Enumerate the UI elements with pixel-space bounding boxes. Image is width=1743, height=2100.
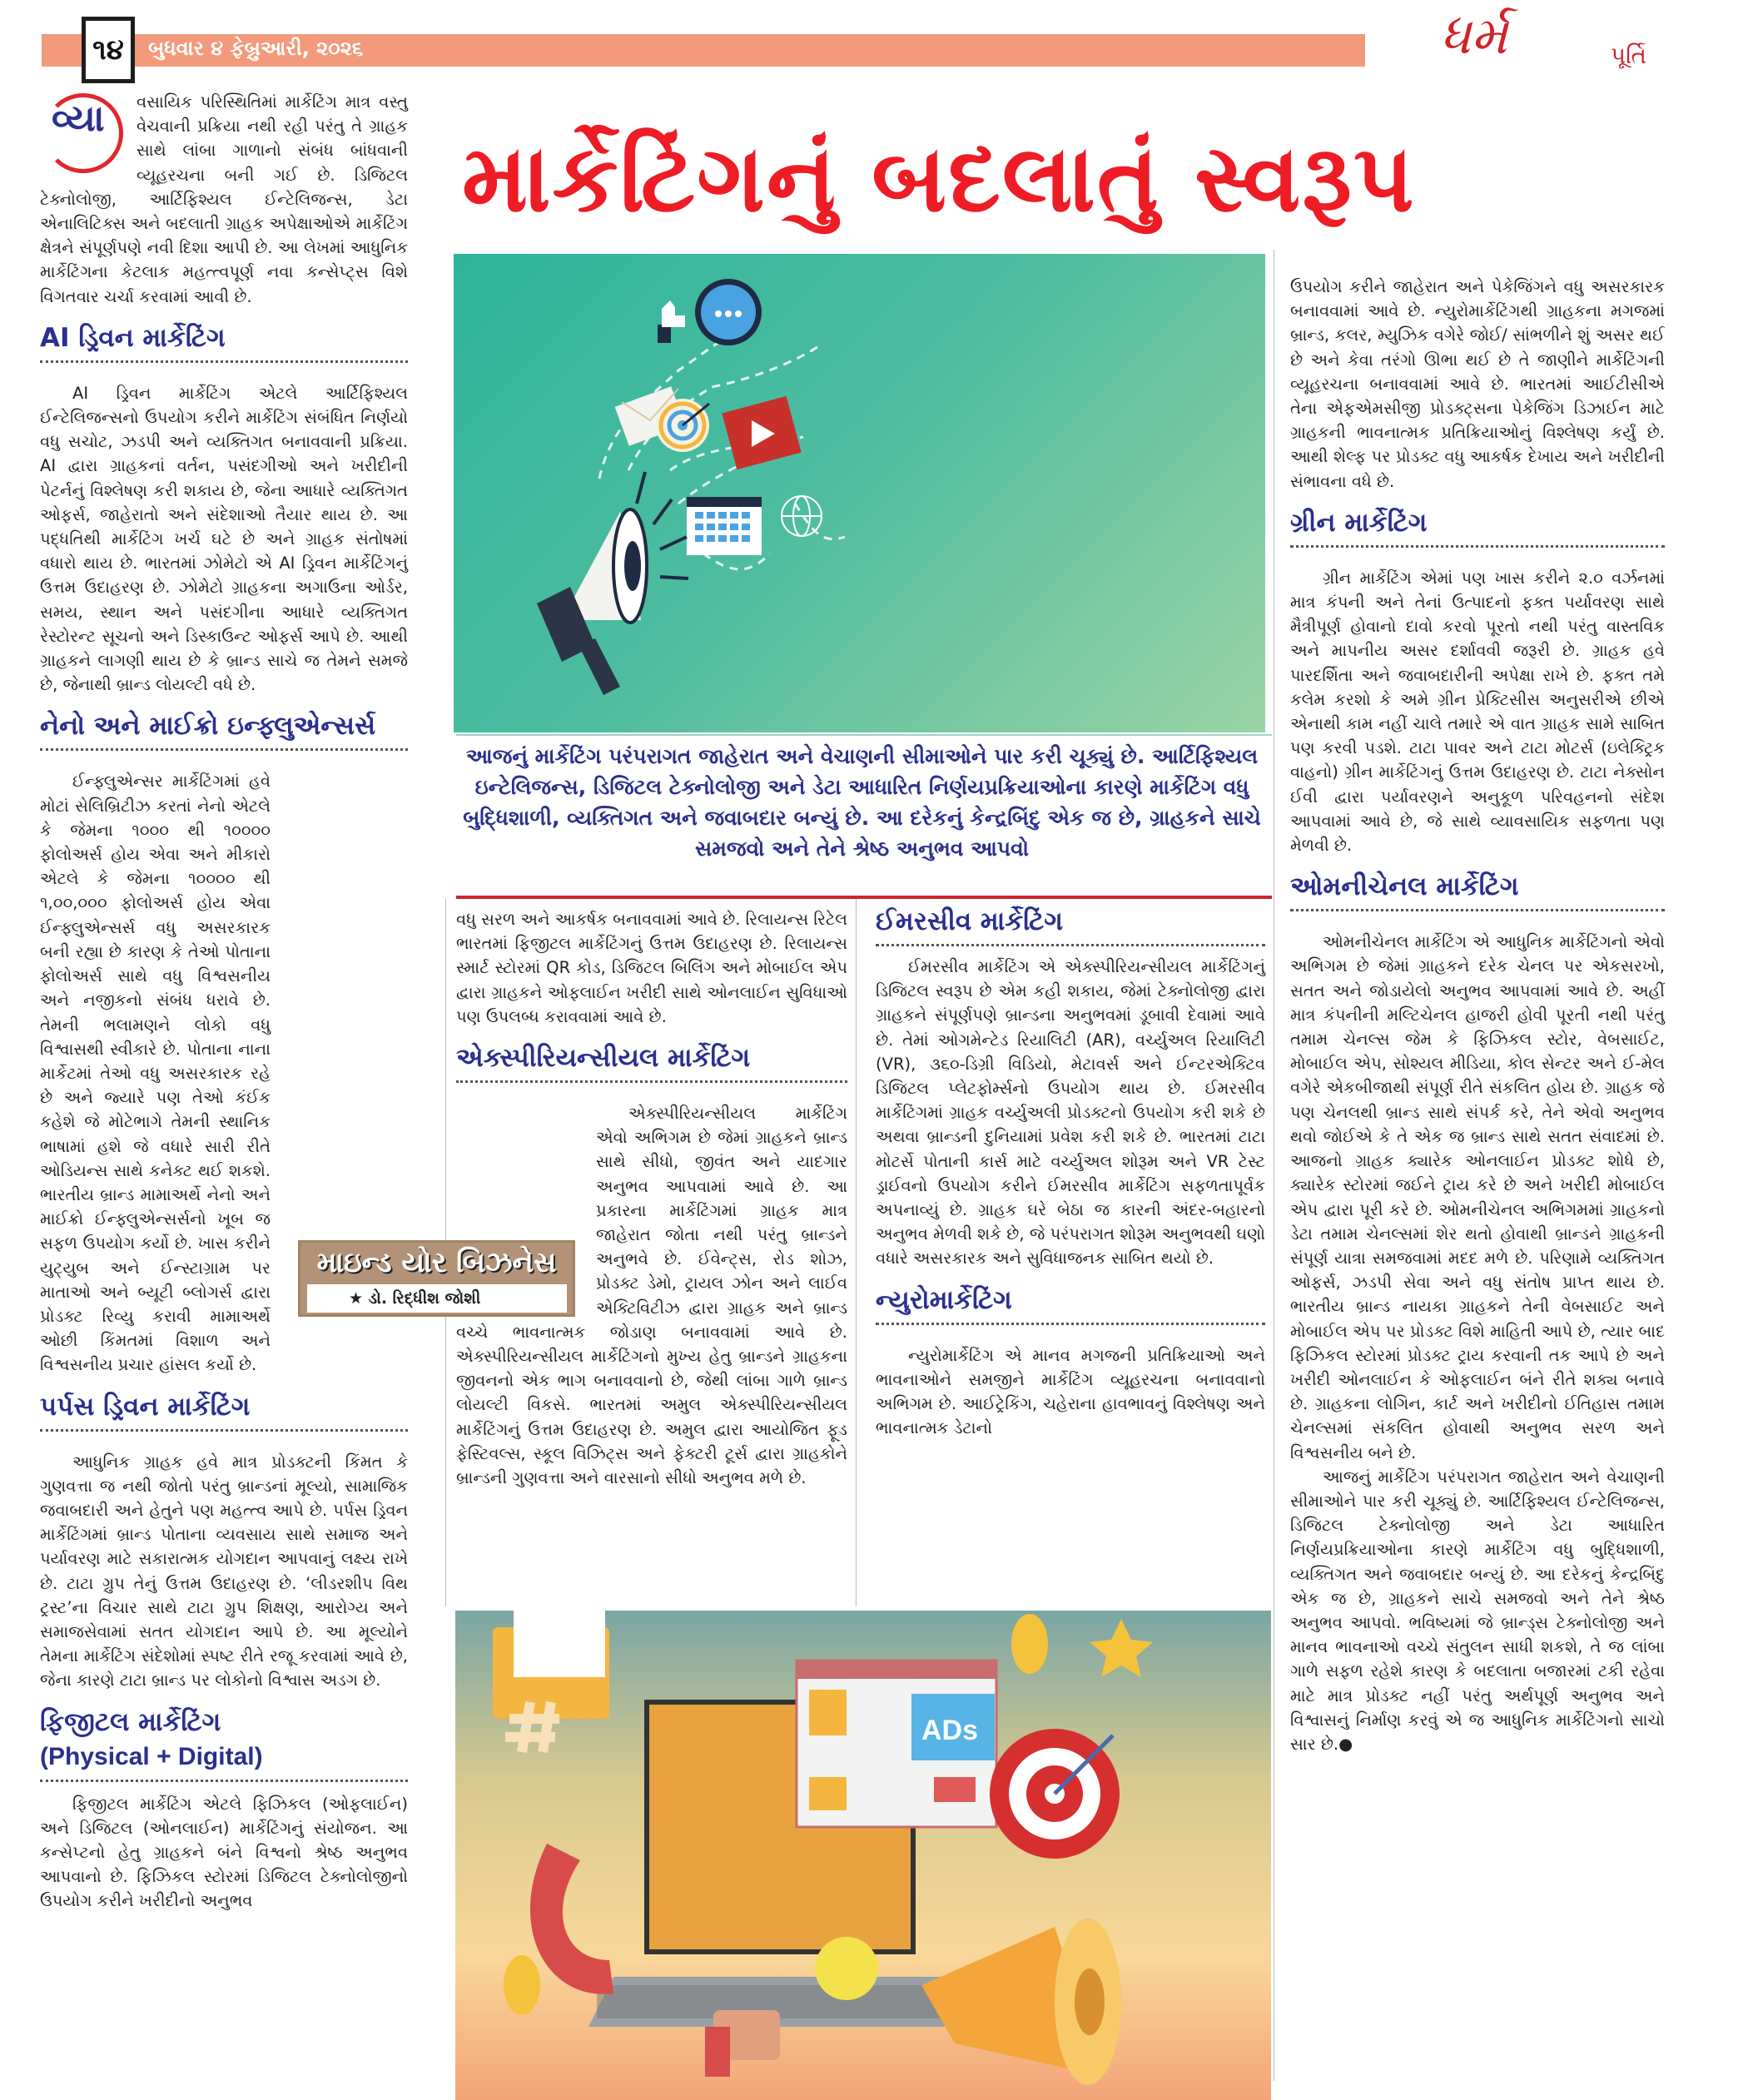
video-icon <box>722 396 801 469</box>
dotted-rule <box>876 944 1265 946</box>
section-body-immersive: ઈમરસીવ માર્કેટિંગ એ એક્સ્પીરિયન્સીયલ માર્કેટિંગનું ડિજિટલ સ્વરૂપ છે એમ કહી શકાય, જેમાં ટેક્નોલોજી દ્વારા ગ્રાહકને સંપૂર્ણપણે બ્રાન્ડના અનુભવમાં ડૂબાવી દેવામાં આવે છે. તેમાં ઓગમેન્ટેડ રિયાલિટી (AR), વર્ચ્યુઅલ રિયાલિટી (VR), ૩૬૦-ડિગ્રી વિડિયો, મેટાવર્સ અને ઈન્ટરએક્ટિવ ડિજિટલ પ્લેટફોર્મ્સનો ઉપયોગ થાય છે. ઈમરસીવ માર્કેટિંગમાં ગ્રાહક વર્ચ્યુઅલી પ્રોડક્ટનો ઉપયોગ કરી શકે છે અથવા બ્રાન્ડની દુનિયામાં પ્રવેશ કરી શકે છે. ભારતમાં ટાટા મોટર્સે પોતાની કાર્સ માટે વર્ચ્યુઅલ શોરૂમ અને VR ટેસ્ટ ડ્રાઈવનો ઉપયોગ કરીને ઈમરસીવ માર્કેટિંગ સફળતાપૂર્વક અપનાવ્યું છે. ગ્રાહક ઘરે બેઠા જ કારની અંદર-બહારનો અનુભવ મેળવી શકે છે, જે પરંપરાગત શોરૂમ અનુભવથી ઘણો વધારે અસરકારક અને સુવિધાજનક સાબિત થયો છે. <box>876 957 1265 1268</box>
target-icon <box>990 1729 1120 1859</box>
megaphone-illustration <box>454 254 1265 732</box>
section-heading-experiential: એક્સ્પીરિયન્સીયલ માર્કેટિંગ <box>456 1043 751 1074</box>
megaphone-icon <box>921 1919 1121 2085</box>
column-title: માઇન્ડ યોર બિઝનેસ <box>316 1246 557 1279</box>
ad-window <box>797 1661 996 1827</box>
section-body-nano: ઈન્ફ્લુએન્સર માર્કેટિંગમાં હવે મોટાં સેલિબ્રિટીઝ કરતાં નેનો એટલે કે જેમના ૧૦૦૦ થી ૧૦૦૦૦ ફોલોઅર્સ હોય એવા અને મીકારો એટલે કે જેમના ૧૦૦૦૦ થી ૧,૦૦,૦૦૦ ફોલોઅર્સ હોય એવા ઈન્ફ્લુએન્સર્સ વધુ અસરકારક બની રહ્યા છે કારણ કે તેઓ પોતાના ફોલોઅર્સ સાથે વધુ વિશ્વસનીય અને નજીકનો સંબંધ ધરાવે છે. તેમની ભલામણને લોકો વધુ વિશ્વાસથી સ્વીકારે છે. પોતાના નાના માર્કેટમાં તેઓ વધુ અસરકારક રહે છે અને જ્યારે પણ તેઓ કંઈક કહેશે જે મોટેભાગે તેમની સ્થાનિક ભાષામાં હશે જે વધારે સારી રીતે ઓડિયન્સ સાથે કનેક્ટ થઈ શકશે. ભારતીય બ્રાન્ડ મામાઅર્થે નેનો અને માઈક્રો ઈન્ફ્લુએન્સર્સનો ખૂબ જ સફળ ઉપયોગ કર્યો છે. ખાસ કરીને યુટ્યુબ અને ઈન્સ્ટાગ્રામ પર માતાઓ અને બ્યૂટી બ્લોગર્સ દ્વારા પ્રોડક્ટ રિવ્યુ કરાવી મામાઅર્થે ઓછી કિંમતમાં વિશાળ અને વિશ્વસનીય પ્રચાર હાંસલ કર્યો છે. <box>40 772 271 1375</box>
dotted-rule <box>40 1780 408 1782</box>
issue-date: બુધવાર ૪ ફેબ્રુઆરી, ૨૦૨૬ <box>148 37 364 60</box>
quote-rule-top <box>456 734 1272 736</box>
column-2 <box>456 907 847 1490</box>
quote-rule <box>456 896 1272 899</box>
smiley-icon <box>815 1937 878 2000</box>
section-body-purpose: આધુનિક ગ્રાહક હવે માત્ર પ્રોડક્ટની કિંમત કે ગુણવત્તા જ નથી જોતો પરંતુ બ્રાન્ડનાં મૂલ્યો, સામાજિક જવાબદારી અને હેતુને પણ મહત્ત્વ આપે છે. પર્પસ ડ્રિવન માર્કેટિંગમાં બ્રાન્ડ પોતાના વ્યવસાય સાથે સમાજ અને પર્યાવરણ માટે સકારાત્મક યોગદાન આપવાનું લક્ષ્ય રાખે છે. ટાટા ગ્રુપ તેનું ઉત્તમ ઉદાહરણ છે. ‘લીડરશીપ વિથ ટ્રસ્ટ’ના વિચાર સાથે ટાટા ગ્રુપ શિક્ષણ, આરોગ્ય અને સમાજસેવામાં સતત યોગદાન આપે છે. આ મૂલ્યોને તેમના માર્કેટિંગ સંદેશોમાં સ્પષ્ટ રીતે રજૂ કરવામાં આવે છે, જેના કારણે ટાટા બ્રાન્ડ પર લોકોનો વિશ્વાસ અડગ છે. <box>40 1452 408 1690</box>
dropcap-text: વ્યા <box>52 97 105 140</box>
dotted-rule <box>876 1323 1265 1325</box>
like-icon <box>658 300 685 343</box>
dotted-rule <box>456 1080 847 1083</box>
author-name: ★ ડો. રિદ્ધીશ જોશી <box>307 1284 567 1313</box>
section-heading-purpose: પર્પસ ડ્રિવન માર્કેટિંગ <box>40 1391 251 1422</box>
section-heading-neuro: ન્યુરોમાર્કેટિંગ <box>876 1284 1012 1315</box>
digital-marketing-illustration <box>455 1611 1271 2100</box>
supplement-logo: ધર્મ <box>1440 5 1507 66</box>
column-1 <box>40 90 408 1914</box>
ads-label: ADs <box>921 1715 979 1746</box>
intro-paragraph: વસાયિક પરિસ્થિતિમાં માર્કેટિંગ માત્ર વસ્તુ વેચવાની પ્રક્રિયા નથી રહી પરંતુ તે ગ્રાહક સાથે લાંબા ગાળાનો સંબંધ બાંધવાની વ્યૂહરચના બની ગઈ છે. ડિજિટલ ટેક્નોલોજી, આર્ટિફિશ્યલ ઈન્ટેલિજન્સ, ડેટા એનાલિટિક્સ અને બદલાતી ગ્રાહક અપેક્ષાઓએ માર્કેટિંગ ક્ષેત્રને સંપૂર્ણપણે નવી દિશા આપી છે. આ લેખમાં આધુનિક માર્કેટિંગના કેટલાક મહત્ત્વપૂર્ણ નવા કન્સેપ્ટ્સ વિશે વિગતવાર ચર્ચા કરવામાં આવી છે. <box>40 92 408 306</box>
section-heading-ai: AI ડ્રિવન માર્કેટિંગ <box>40 322 226 353</box>
section-body-phygital: ફિજીટલ માર્કેટિંગ એટલે ફિઝિકલ (ઓફલાઈન) અને ડિજિટલ (ઓનલાઈન) માર્કેટિંગનું સંયોજન. આ કન્સેપ્ટનો હેતુ ગ્રાહકને બંને વિશ્વનો શ્રેષ્ઠ અનુભવ આપવાનો છે. ફિઝિકલ સ્ટોરમાં ડિજિટલ ટેક્નોલોજીનો ઉપયોગ કરીને ખરીદીનો અનુભવ <box>40 1794 408 1911</box>
dotted-rule <box>40 360 408 363</box>
section-heading-green: ગ્રીન માર્કેટિંગ <box>1290 507 1428 538</box>
dotted-rule <box>40 748 408 751</box>
coin-icon <box>1011 1614 1048 1674</box>
megaphone <box>537 509 647 695</box>
pull-quote: આજનું માર્કેટિંગ પરંપરાગત જાહેરાત અને વેચાણની સીમાઓને પાર કરી ચૂક્યું છે. આર્ટિફિશ્યલ ઇન્ટેલિજન્સ, ડિજિટલ ટેક્નોલોજી અને ડેટા આધારિત નિર્ણયપ્રક્રિયાઓના કારણે માર્કેટિંગ વધુ બુદ્ધિશાળી, વ્યક્તિગત અને જવાબદાર બન્યું છે. આ દરેકનું કેન્દ્રબિંદુ એક જ છે, ગ્રાહકને સાચે સમજવો અને તેને શ્રેષ્ઠ અનુભવ આપવો <box>463 744 1261 861</box>
dotted-rule <box>1290 545 1665 548</box>
calendar-icon <box>687 497 762 555</box>
supplement-suffix: પૂર્તિ <box>1611 42 1647 69</box>
column-3 <box>876 904 1265 1440</box>
section-subheading-phygital: (Physical + Digital) <box>40 1742 263 1770</box>
dotted-rule <box>1290 909 1665 911</box>
magnet-icon <box>530 1844 613 1994</box>
column-badge <box>298 1240 575 1317</box>
section-body-phygital-cont: વધુ સરળ અને આકર્ષક બનાવવામાં આવે છે. રિલાયન્સ રિટેલ ભારતમાં ફિજીટલ માર્કેટિંગનું ઉત્તમ ઉદાહરણ છે. રિલાયન્સ સ્માર્ટ સ્ટોરમાં QR કોડ, ડિજિટલ બિલિંગ અને મોબાઈલ એપ દ્વારા ગ્રાહકને ઓફલાઈન ખરીદી સાથે ઓનલાઈન સુવિધાઓ પણ ઉપલબ્ધ કરાવવામાં આવે છે. <box>456 910 847 1026</box>
article-title: માર્કેટિંગનું બદલાતું સ્વરૂપ <box>462 125 1416 233</box>
dotted-rule <box>40 1429 408 1432</box>
page-number: ૧૪ <box>82 17 135 83</box>
section-body-green: ગ્રીન માર્કેટિંગ એમાં પણ ખાસ કરીને ૨.૦ વર્ઝનમાં માત્ર કંપની અને તેનાં ઉત્પાદનો ફક્ત પર્યાવરણ સાથે મૈત્રીપૂર્ણ હોવાનો દાવો કરવો પૂરતો નથી પરંતુ વાસ્તવિક અને માપનીય અસર દર્શાવવી જરૂરી છે. ગ્રાહક હવે પારદર્શિતા અને જવાબદારીની અપેક્ષા રાખે છે. ફક્ત તમે કલેમ કરશો કે અમે ગ્રીન પ્રેક્ટિસીસ અનુસરીએ છીએ એનાથી કામ નહીં ચાલે તમારે એ વાત ગ્રાહક સામે સાબિત પણ કરવી પડશે. ટાટા પાવર અને ટાટા મોટર્સ (ઇલેક્ટ્રિક વાહનો) ગ્રીન માર્કેટિંગનું ઉત્તમ ઉદાહરણ છે. ટાટા નેક્સોન ઈવી દ્વારા પર્યાવરણને અનુકૂળ પરિવહનનો સંદેશ આપવામાં આવે છે, જે સાથે વ્યાવસાયિક સફળતા પણ મેળવી છે. <box>1290 568 1665 856</box>
column-divider <box>856 899 857 1606</box>
conclusion-paragraph: આજનું માર્કેટિંગ પરંપરાગત જાહેરાત અને વેચાણની સીમાઓને પાર કરી ચૂક્યું છે. આર્ટિફિશ્યલ ઈન્ટેલિજન્સ, ડિજિટલ ટેક્નોલોજી અને ડેટા આધારિત નિર્ણયપ્રક્રિયાઓના કારણે માર્કેટિંગ વધુ બુદ્ધિશાળી, વ્યક્તિગત અને જવાબદાર બન્યું છે. આ દરેકનું કેન્દ્રબિંદુ એક જ છે, ગ્રાહકને સાચે સમજવો અને તેને શ્રેષ્ઠ અનુભવ આપવો. ભવિષ્યમાં જે બ્રાન્ડ્સ ટેક્નોલોજી અને માનવ ભાવનાઓ વચ્ચે સંતુલન સાધી શકશે, તે જ લાંબા ગાળે સફળ રહેશે કારણ કે બદલાતા બજારમાં ટકી રહેવા માટે માત્ર પ્રોડક્ટ નહીં પરંતુ અર્થપૂર્ણ અનુભવ અને વિશ્વાસનું નિર્માણ કરવું એ જ આધુનિક માર્કેટિંગનો સાચો સાર છે.● <box>1290 1467 1665 1754</box>
section-body-experiential: એક્સ્પીરિયન્સીયલ માર્કેટિંગ એવો અભિગમ છે જેમાં ગ્રાહકને બ્રાન્ડ સાથે સીધો, જીવંત અને યાદગાર અનુભવ આપવામાં આવે છે. આ પ્રકારના માર્કેટિંગમાં ગ્રાહક માત્ર જાહેરાત જોતા નથી પરંતુ બ્રાન્ડને અનુભવે છે. ઈવેન્ટ્સ, રોડ શોઝ, પ્રોડક્ટ ડેમો, ટ્રાયલ ઝોન અને લાઈવ એક્ટિવિટીઝ દ્વારા ગ્રાહક અને બ્રાન્ડ વચ્ચે ભાવનાત્મક જોડાણ બનાવવામાં આવે છે. એક્સ્પીરિયન્સીયલ માર્કેટિંગનો મુખ્ય હેતુ બ્રાન્ડને ગ્રાહકના જીવનનો એક ભાગ બનાવવાનો છે, જેથી લાંબા ગાળે બ્રાન્ડ લોયલ્ટી વિકસે. ભારતમાં અમુલ એક્સ્પીરિયન્સીયલ માર્કેટિંગનું ઉત્તમ ઉદાહરણ છે. અમુલ દ્વારા આયોજિત ફૂડ ફેસ્ટિવલ્સ, સ્કૂલ વિઝિટ્સ અને ફેક્ટરી ટૂર્સ દ્વારા ગ્રાહકોને બ્રાન્ડની ગુણવત્તા અને વારસાનો સીધો અનુભવ મળે છે. <box>456 1104 847 1488</box>
section-body-omni: ઓમનીચેનલ માર્કેટિંગ એ આધુનિક માર્કેટિંગનો એવો અભિગમ છે જેમાં ગ્રાહકને દરેક ચેનલ પર એકસરખો, સતત અને જોડાયેલો અનુભવ આપવામાં આવે છે. અહીં માત્ર કંપનીની મલ્ટિચેનલ હાજરી હોવી પૂરતી નથી પરંતુ તમામ ચેનલ્સ જેમ કે ફિઝિકલ સ્ટોર, વેબસાઈટ, મોબાઈલ એપ, સોશ્યલ મીડિયા, કોલ સેન્ટર અને ઈ-મેલ વગેરે એકબીજાથી સંપૂર્ણ રીતે સંકલિત હોય છે. ગ્રાહક જે પણ ચેનલથી બ્રાન્ડ સાથે સંપર્ક કરે, તેને એવો અનુભવ થવો જોઈએ કે તે એક જ બ્રાન્ડ સાથે સતત સંવાદમાં છે. આજનો ગ્રાહક ક્યારેક ઓનલાઈન પ્રોડક્ટ શોધે છે, ક્યારેક સ્ટોરમાં જઈને ટ્રાય કરે છે અને ખરીદી મોબાઈલ એપ દ્વારા પૂરી કરે છે. ઓમનીચેનલ અભિગમમાં ગ્રાહકનો ડેટા તમામ ચેનલ્સમાં શેર થતો હોવાથી બ્રાન્ડને ગ્રાહકની સંપૂર્ણ યાત્રા સમજવામાં મદદ મળે છે. પરિણામે વ્યક્તિગત ઓફર્સ, ઝડપી સેવા અને વધુ સંતોષ પ્રાપ્ત થાય છે. ભારતીય બ્રાન્ડ નાયકા ગ્રાહકને તેની વેબસાઈટ અને મોબાઈલ એપ પર પ્રોડક્ટ વિશે માહિતી આપે છે, ત્યાર બાદ ફિઝિકલ સ્ટોરમાં પ્રોડક્ટ ટ્રાય કરવાની તક આપે છે અને ખરીદી ઓનલાઈન કે ઓફલાઈન બંને રીતે શક્ય બનાવે છે. ગ્રાહકના લોગિન, કાર્ટ અને ખરીદીનો ઈતિહાસ તમામ ચેનલ્સમાં સંકલિત હોવાથી અનુભવ સરળ અને વિશ્વસનીય બને છે. <box>1290 932 1665 1462</box>
thumbs-up-icon <box>705 2010 780 2077</box>
megaphone-graphic <box>454 254 1265 732</box>
column-4 <box>1290 275 1665 1756</box>
section-body-neuro: ન્યુરોમાર્કેટિંગ એ માનવ મગજની પ્રતિક્રિયાઓ અને ભાવનાઓને સમજીને માર્કેટિંગ વ્યૂહરચના બનાવવાનો અભિગમ છે. આઈટ્રેકિંગ, ચહેરાના હાવભાવનું વિશ્લેષણ અને ભાવનાત્મક ડેટાનો <box>876 1345 1265 1438</box>
section-body-ai: AI ડ્રિવન માર્કેટિંગ એટલે આર્ટિફિશ્યલ ઈન્ટેલિજન્સનો ઉપયોગ કરીને માર્કેટિંગ સંબંધિત નિર્ણયો વધુ સચોટ, ઝડપી અને વ્યક્તિગત બનાવવાની પ્રક્રિયા. AI દ્વારા ગ્રાહકનાં વર્તન, પસંદગીઓ અને ખરીદીની પેટર્નનું વિશ્લેષણ કરી શકાય છે, જેના આધારે વ્યક્તિગત ઓફર્સ, જાહેરાતો અને સંદેશાઓ તૈયાર થાય છે. આ પદ્ધતિથી માર્કેટિંગ ખર્ચ ઘટે છે અને ગ્રાહક સંતોષમાં વધારો થાય છે. ભારતમાં ઝોમેટો એ AI ડ્રિવન માર્કેટિંગનું ઉત્તમ ઉદાહરણ છે. ઝોમેટો ગ્રાહકના અગાઉના ઓર્ડર, સમય, સ્થાન અને પસંદગીના આધારે વ્યક્તિગત રેસ્ટોરન્ટ સૂચનો અને ડિસ્કાઉન્ટ ઓફર્સ આપે છે. આથી ગ્રાહકને લાગણી થાય છે કે બ્રાન્ડ સાચે જ તેમને સમજે છે, જેનાથી બ્રાન્ડ લોયલ્ટી વધે છે. <box>40 383 408 695</box>
section-heading-phygital: ફિજીટલ માર્કેટિંગ <box>40 1706 221 1737</box>
chat-bubble-icon <box>695 279 762 345</box>
section-heading-immersive: ઈમરસીવ માર્કેટિંગ <box>876 906 1063 936</box>
dropcap <box>40 90 128 173</box>
section-body-neuro-cont: ઉપયોગ કરીને જાહેરાત અને પેકેજિંગને વધુ અસરકારક બનાવવામાં આવે છે. ન્યુરોમાર્કેટિંગથી ગ્રાહકના મગજમાં બ્રાન્ડ, કલર, મ્યુઝિક વગેરે જોઈ/ સાંભળીને શું અસર થઈ છે અને કેવા તરંગો ઊભા થઈ છે તે જાણીને માર્કેટિંગની વ્યૂહરચના બનાવવામાં આવે છે. ભારતમાં આઈટીસીએ તેના એફએમસીજી પ્રોડક્ટ્સના પેકેજિંગ ડિઝાઈન માટે ગ્રાહકની ભાવનાત્મક પ્રતિક્રિયાઓનું વિશ્લેષણ કર્યું છે. આથી શેલ્ફ પર પ્રોડક્ટ વધુ આકર્ષક દેખાય અને ખરીદીની સંભાવના વધે છે. <box>1290 277 1665 491</box>
digital-marketing-graphic <box>455 1611 1271 2100</box>
target-icon <box>656 399 709 452</box>
star-icon <box>1090 1619 1153 1677</box>
coin-icon <box>504 1955 540 2015</box>
section-heading-omni: ઓમનીચેનલ માર્કેટિંગ <box>1290 871 1519 902</box>
globe-icon <box>782 496 822 536</box>
section-heading-nano: નેનો અને માઈક્રો ઇન્ફ્લુએન્સર્સ <box>40 711 376 742</box>
